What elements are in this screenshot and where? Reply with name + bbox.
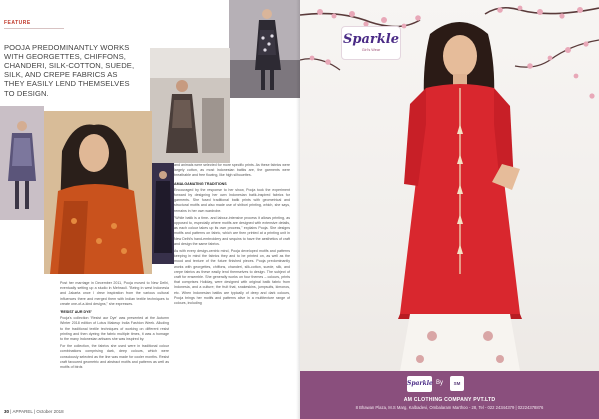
company-name: AM CLOTHING COMPANY PVT.LTD (403, 397, 496, 403)
article-paragraph: "While batik is a time- and labour-intensive process it allows printing, as opposed to, especially where motifs are designed with extensive details, as each colour takes up its own process," explains Pooja. She designs motifs and patterns on fabric, which are then printed at a printing unit in New Delhi's hand-embroidery and sequins to have the aesthetics of craft and design the same fabrics. (174, 215, 290, 246)
footer-by-text: By (436, 380, 444, 386)
section-rule (4, 28, 64, 29)
runway-photo-middle (150, 48, 230, 163)
model-girl-red-kurta (380, 14, 540, 371)
article-paragraph: and animals were selected for more specific prints. As these fabrics were largely cotton, as most Indonesian batiks are, the garments were breathable and free flowing, like high silhouettes. (174, 163, 290, 178)
footer-brand-logo: Sparkle (407, 376, 432, 392)
article-paragraph: Pooja's collection 'Resist aur Dye' was presented at the Autumn Winter 2018 edition of Lotus Makeup India Fashion Week. Alluding to the traditional textile techniques of working on different resist printing and then dyeing the fabric multiple times, it was a homage to the many Indonesian artisans she was inspired by. (60, 316, 169, 342)
publication-line: | APPAREL | October 2018 (10, 409, 64, 414)
article-paragraph: Post her marriage in December 2011, Pooja moved to New Delhi, eventually setting up a studio in Mehrauli. "Being in west Indonesia and Jakarta once I drew inspiration from the various cultural influences there and merged them with Indian textile techniques to create one-of-a-kind designs," she expresses. (60, 281, 169, 306)
runway-model-figure (152, 163, 174, 264)
brand-tagline: Girl's Wear (361, 48, 381, 52)
section-label: FEATURE (4, 20, 31, 26)
article-paragraph: As with every design-centric mind, Pooja developed motifs and patterns keeping in mind the fabrics they and to be printed on, as well as the mood and texture of the future finished pieces. Pooja predominantly works with georgettes, chiffons, chanderi, silk-cotton, suede, silk, and crepe fabrics as these easily lend themselves to design. The subject of craft for ensemble. She generally works on four themes – colours, prints that comprises Holiday, were designed with original batik fabric from Indonesia, and a culture; the fruit that, snakeskins, jumpsuits, kimonos, etc. When Indonesian batiks are typically of deep and dark colours, Pooja brings her motifs and patterns alive in a multitexture range of colours, including (174, 249, 290, 306)
brand-name: Sparkle (343, 32, 399, 47)
runway-photo-top (229, 0, 300, 98)
company-address: 8 Bhawan Plaza, M.S Marg, Kalbadevi, Ombalaram Marthoo - 28, Tel - 022 24344379 | 02224378876 (355, 405, 544, 410)
runway-model-figure (150, 48, 230, 163)
runway-model-figure (229, 0, 300, 98)
runway-photo-left (0, 106, 44, 220)
page-folio (4, 409, 64, 414)
pull-quote: POOJA PREDOMINANTLY WORKS WITH GEORGETTES, CHIFFONS, CHANDERI, SILK-COTTON, SUEDE, SILK, AND CREPE FABRICS AS THEY EASILY LEND THEMSELVES TO DESIGN. (4, 43, 135, 98)
article-subheading: 'RESIST AUR DYE' (60, 310, 92, 315)
model-in-orange-outfit (44, 111, 152, 274)
runway-photo-strip (152, 163, 174, 264)
article-column-right (174, 163, 290, 308)
article-column-left (60, 281, 169, 372)
article-subheading: AMALGAMATING TRADITIONS (174, 181, 227, 186)
page-number: 30 (4, 409, 10, 414)
partner-logo: SM (450, 376, 464, 391)
main-model-photo (44, 111, 152, 274)
runway-model-figure (0, 106, 44, 220)
article-paragraph: For the collection, the fabrics she used were in traditional colour combinations comprising dark, deep colours, which were consciously selected as the line was made for cooler months. Resist craft favoured geometric and abstract motifs and patterns as well as motifs of birds (60, 344, 169, 370)
article-paragraph: Encouraged by the response to her show, Pooja took the experiment forward by designing her own Indonesian batik-inspired fabrics for garments. She fused traditional batik prints with geometrical and structural motifs and also made use of shibori printing, which, she says, remains in her own wardrobe. (174, 187, 290, 213)
right-advertisement-page (300, 0, 599, 419)
